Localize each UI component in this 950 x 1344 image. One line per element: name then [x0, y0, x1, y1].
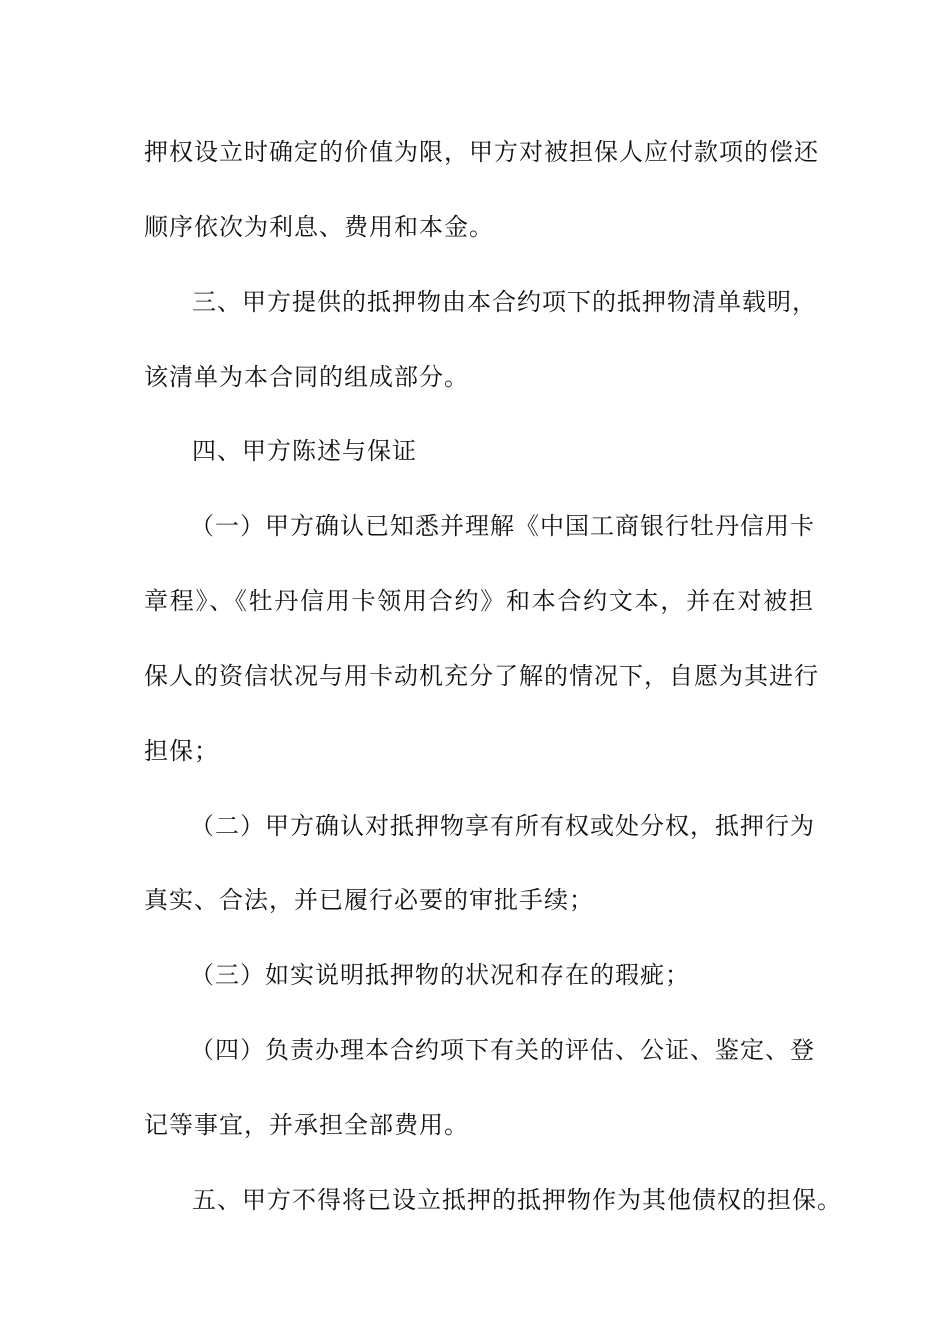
text-line: 担保；: [144, 737, 219, 765]
text-line: 押权设立时确定的价值为限，甲方对被担保人应付款项的偿还: [144, 138, 819, 166]
clause-2-start: （二）甲方确认对抵押物享有所有权或处分权，抵押行为: [190, 812, 815, 840]
text-line: 顺序依次为利息、费用和本金。: [144, 213, 494, 241]
paragraph-5: 五、甲方不得将已设立抵押的抵押物作为其他债权的担保。: [192, 1186, 842, 1214]
text-line: 章程》、《牡丹信用卡领用合约》和本合约文本，并在对被担: [144, 587, 814, 615]
paragraph-3-start: 三、甲方提供的抵押物由本合约项下的抵押物清单载明，: [192, 288, 817, 316]
clause-1-start: （一）甲方确认已知悉并理解《中国工商银行牡丹信用卡: [190, 512, 815, 540]
clause-3: （三）如实说明抵押物的状况和存在的瑕疵；: [190, 961, 690, 989]
text-line: 真实、合法，并已履行必要的审批手续；: [144, 886, 594, 914]
text-line: 保人的资信状况与用卡动机充分了解的情况下，自愿为其进行: [144, 662, 819, 690]
text-line: 记等事宜，并承担全部费用。: [144, 1111, 469, 1139]
text-line: 该清单为本合同的组成部分。: [144, 363, 469, 391]
clause-4-start: （四）负责办理本合约项下有关的评估、公证、鉴定、登: [190, 1036, 815, 1064]
section-heading: 四、甲方陈述与保证: [192, 437, 417, 465]
